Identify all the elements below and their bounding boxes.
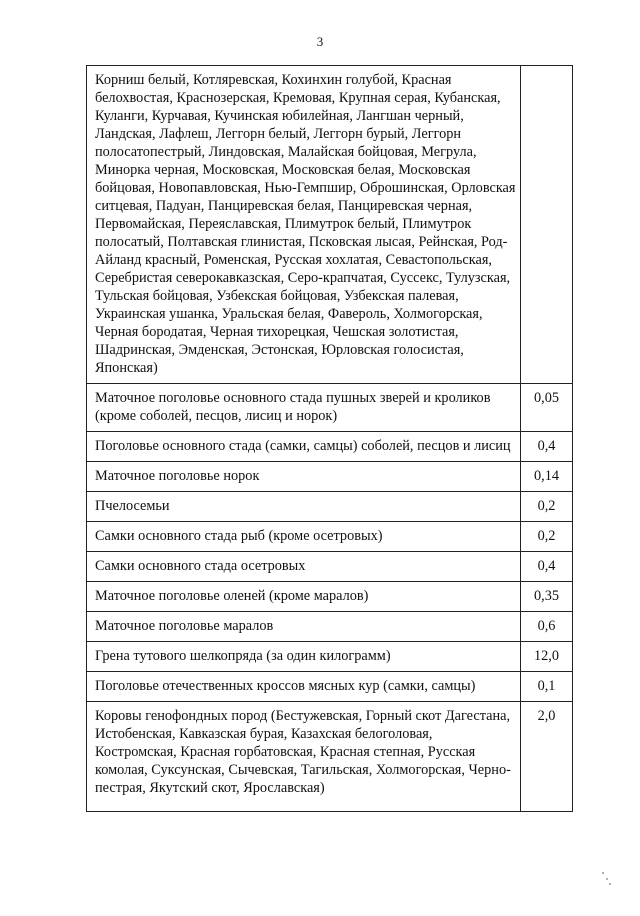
table-row [87,522,573,552]
page-number: 3 [316,34,324,49]
row-name: Коровы генофондных пород (Бестужевская, Горный скот Дагестана, Истобенская, Кавказская бурая, Казахская белоголовая, Костромская, Красная горбатовская, Красная степная, Русская комолая, Суксунская, Сычевская, Тагильская, Холмогорская, Черно-пестрая, Якутский скот, Ярославская) [87,702,521,812]
table-row [87,462,573,492]
table-row [87,384,573,432]
row-name: Самки основного стада рыб (кроме осетровых) [87,522,521,552]
scan-specks [600,870,612,886]
coefficients-table [86,65,573,812]
row-name: Корниш белый, Котляревская, Кохинхин голубой, Красная белохвостая, Краснозерская, Кремовая, Крупная серая, Кубанская, Куланги, Курчавая, Кучинская юбилейная, Лангшан черный, Ландская, Лафлеш, Леггорн белый, Леггорн бурый, Леггорн полосатопестрый, Линдовская, Малайская бойцовая, Мегрула, Минорка черная, Московская, Московская белая, Московская бойцовая, Новопавловская, Нью-Гемпшир, Оброшинская, Орловская ситцевая, Падуан, Панциревская белая, Панциревская черная, Первомайская, Переяславская, Плимутрок белый, Плимутрок полосатый, Полтавская глинистая, Псковская лысая, Рейнская, Род-Айланд красный, Роменская, Русская хохлатая, Севастопольская, Серебристая северокавказская, Серо-крапчатая, Суссекс, Тулузская, Тульская бойцовая, Узбекская бойцовая, Узбекская палевая, Украинская ушанка, Уральская белая, Фавероль, Холмогорская, Черная бородатая, Черная тихорецкая, Чешская золотистая, Шадринская, Эмденская, Эстонская, Юрловская голосистая, Японская) [87,66,521,384]
table-row [87,432,573,462]
row-name: Маточное поголовье оленей (кроме маралов) [87,582,521,612]
row-value: 0,05 [521,384,573,432]
row-name: Поголовье основного стада (самки, самцы) соболей, песцов и лисиц [87,432,521,462]
table-row [87,492,573,522]
row-value: 0,2 [521,492,573,522]
row-value: 0,6 [521,612,573,642]
row-value: 12,0 [521,642,573,672]
row-value: 0,1 [521,672,573,702]
row-value: 0,2 [521,522,573,552]
row-value: 0,35 [521,582,573,612]
table-row [87,672,573,702]
row-value [521,66,573,384]
row-name: Самки основного стада осетровых [87,552,521,582]
row-name: Грена тутового шелкопряда (за один килограмм) [87,642,521,672]
row-name: Пчелосемьи [87,492,521,522]
row-name: Поголовье отечественных кроссов мясных кур (самки, самцы) [87,672,521,702]
table-row [87,612,573,642]
row-name: Маточное поголовье основного стада пушных зверей и кроликов (кроме соболей, песцов, лисиц и норок) [87,384,521,432]
table-row [87,552,573,582]
row-value: 0,14 [521,462,573,492]
table-row [87,702,573,812]
row-name: Маточное поголовье маралов [87,612,521,642]
row-value: 0,4 [521,432,573,462]
table-row [87,582,573,612]
row-name: Маточное поголовье норок [87,462,521,492]
row-value: 0,4 [521,552,573,582]
row-value: 2,0 [521,702,573,812]
table-row [87,66,573,384]
table-row [87,642,573,672]
